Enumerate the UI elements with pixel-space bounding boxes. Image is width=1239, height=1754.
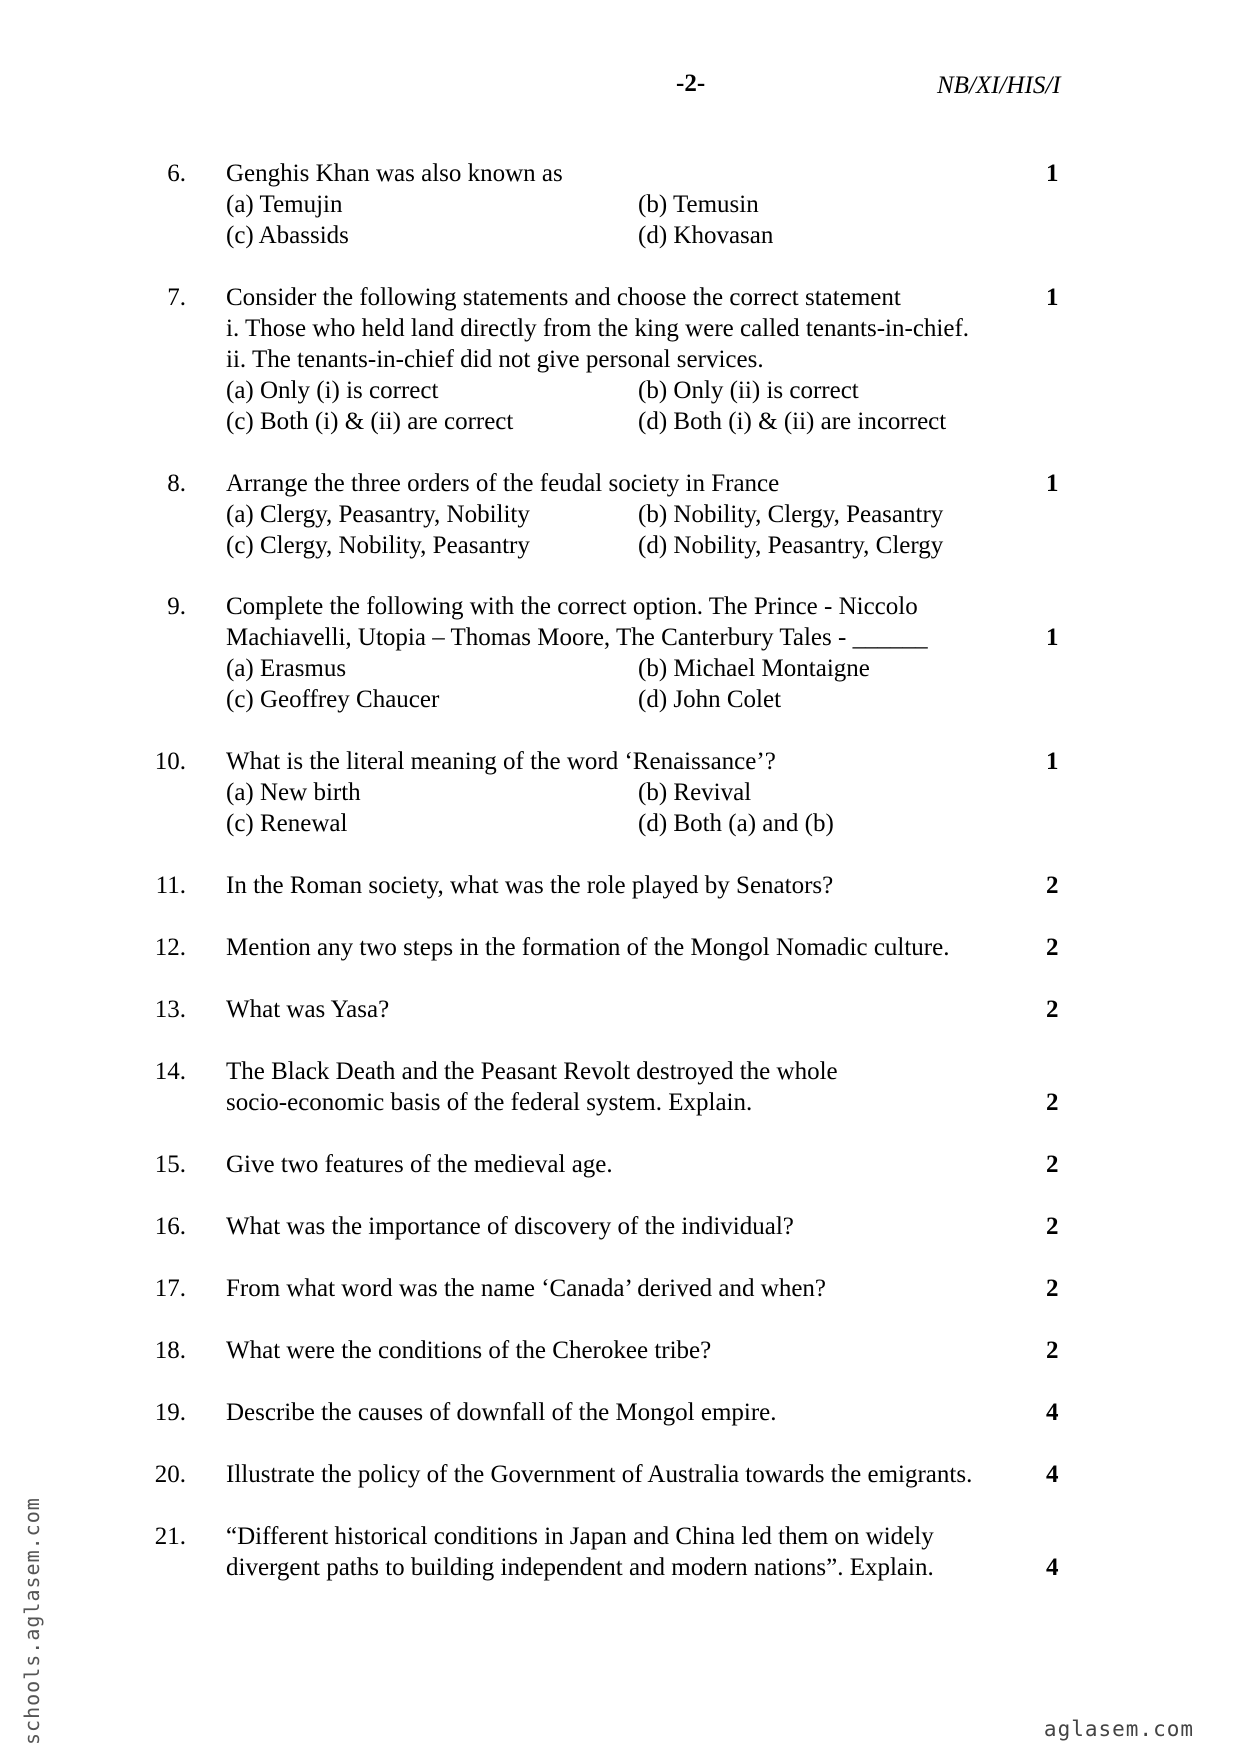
option-c: (c) Clergy, Nobility, Peasantry: [226, 532, 530, 559]
option-d: (d) Both (i) & (ii) are incorrect: [638, 408, 947, 435]
question-13: [0, 996, 1239, 1027]
question-marks: 2: [1046, 1151, 1059, 1178]
question-11: [0, 872, 1239, 903]
option-c: (c) Both (i) & (ii) are correct: [226, 408, 514, 435]
option-a: (a) Only (i) is correct: [226, 377, 439, 404]
question-marks: 2: [1046, 996, 1059, 1023]
question-marks: 2: [1046, 1275, 1059, 1302]
question-number: 10.: [154, 748, 186, 775]
question-text-cont: divergent paths to building independent and modern nations”. Explain.: [226, 1554, 934, 1581]
question-marks: 4: [1046, 1461, 1059, 1488]
option-a: (a) Temujin: [226, 191, 343, 218]
question-text: From what word was the name ‘Canada’ derived and when?: [226, 1275, 827, 1302]
question-marks: 2: [1046, 872, 1059, 899]
question-number: 6.: [167, 160, 186, 187]
question-21: [0, 1523, 1239, 1585]
statement-ii: ii. The tenants-in-chief did not give personal services.: [226, 346, 764, 373]
question-number: 19.: [154, 1399, 186, 1426]
question-number: 21.: [154, 1523, 186, 1550]
question-text: In the Roman society, what was the role played by Senators?: [226, 872, 834, 899]
option-b: (b) Revival: [638, 779, 752, 806]
option-b: (b) Temusin: [638, 191, 759, 218]
question-number: 20.: [154, 1461, 186, 1488]
question-text: Mention any two steps in the formation of the Mongol Nomadic culture.: [226, 934, 950, 961]
question-text: What is the literal meaning of the word ‘Renaissance’?: [226, 748, 776, 775]
question-text: What were the conditions of the Cherokee tribe?: [226, 1337, 712, 1364]
option-d: (d) Both (a) and (b): [638, 810, 834, 837]
page-number: -2-: [676, 70, 706, 97]
question-number: 7.: [167, 284, 186, 311]
question-marks: 4: [1046, 1554, 1059, 1581]
question-text-cont: socio-economic basis of the federal system. Explain.: [226, 1089, 753, 1116]
footer-watermark: aglasem.com: [1043, 1717, 1194, 1741]
question-text: Give two features of the medieval age.: [226, 1151, 613, 1178]
question-10: [0, 748, 1239, 838]
question-6: [0, 160, 1239, 250]
question-7: [0, 284, 1239, 434]
question-marks: 2: [1046, 934, 1059, 961]
question-text: Complete the following with the correct option. The Prince - Niccolo: [226, 593, 918, 620]
question-16: [0, 1213, 1239, 1244]
question-text: What was Yasa?: [226, 996, 390, 1023]
question-marks: 1: [1046, 470, 1059, 497]
question-number: 13.: [154, 996, 186, 1023]
question-18: [0, 1337, 1239, 1368]
question-text: Illustrate the policy of the Government of Australia towards the emigrants.: [226, 1461, 973, 1488]
question-number: 11.: [155, 872, 186, 899]
option-d: (d) Khovasan: [638, 222, 774, 249]
question-17: [0, 1275, 1239, 1306]
question-number: 17.: [154, 1275, 186, 1302]
statement-i: i. Those who held land directly from the king were called tenants-in-chief.: [226, 315, 970, 342]
question-19: [0, 1399, 1239, 1430]
question-text: Consider the following statements and choose the correct statement: [226, 284, 901, 311]
question-number: 18.: [154, 1337, 186, 1364]
question-text: What was the importance of discovery of the individual?: [226, 1213, 794, 1240]
question-marks: 1: [1046, 748, 1059, 775]
option-b: (b) Only (ii) is correct: [638, 377, 859, 404]
question-text-cont: Machiavelli, Utopia – Thomas Moore, The Canterbury Tales - ______: [226, 624, 928, 651]
question-text: “Different historical conditions in Japan and China led them on widely: [226, 1523, 934, 1550]
question-number: 16.: [154, 1213, 186, 1240]
question-20: [0, 1461, 1239, 1492]
question-number: 14.: [154, 1058, 186, 1085]
question-text: The Black Death and the Peasant Revolt destroyed the whole: [226, 1058, 838, 1085]
option-b: (b) Michael Montaigne: [638, 655, 870, 682]
option-d: (d) John Colet: [638, 686, 782, 713]
option-a: (a) Erasmus: [226, 655, 347, 682]
question-marks: 1: [1046, 284, 1059, 311]
question-marks: 2: [1046, 1089, 1059, 1116]
side-watermark: schools.aglasem.com: [20, 1497, 44, 1745]
question-15: [0, 1151, 1239, 1182]
question-marks: 2: [1046, 1337, 1059, 1364]
option-b: (b) Nobility, Clergy, Peasantry: [638, 501, 944, 528]
question-12: [0, 934, 1239, 965]
question-marks: 1: [1046, 624, 1059, 651]
question-marks: 4: [1046, 1399, 1059, 1426]
question-number: 15.: [154, 1151, 186, 1178]
question-marks: 2: [1046, 1213, 1059, 1240]
question-14: [0, 1058, 1239, 1120]
question-number: 9.: [167, 593, 186, 620]
question-number: 8.: [167, 470, 186, 497]
question-text: Genghis Khan was also known as: [226, 160, 563, 187]
question-marks: 1: [1046, 160, 1059, 187]
paper-code: NB/XI/HIS/I: [937, 72, 1061, 99]
question-text: Arrange the three orders of the feudal society in France: [226, 470, 780, 497]
option-d: (d) Nobility, Peasantry, Clergy: [638, 532, 944, 559]
question-8: [0, 470, 1239, 560]
option-c: (c) Abassids: [226, 222, 349, 249]
option-c: (c) Renewal: [226, 810, 348, 837]
option-a: (a) Clergy, Peasantry, Nobility: [226, 501, 530, 528]
question-text: Describe the causes of downfall of the Mongol empire.: [226, 1399, 777, 1426]
option-c: (c) Geoffrey Chaucer: [226, 686, 440, 713]
question-9: [0, 593, 1239, 713]
option-a: (a) New birth: [226, 779, 361, 806]
question-number: 12.: [154, 934, 186, 961]
